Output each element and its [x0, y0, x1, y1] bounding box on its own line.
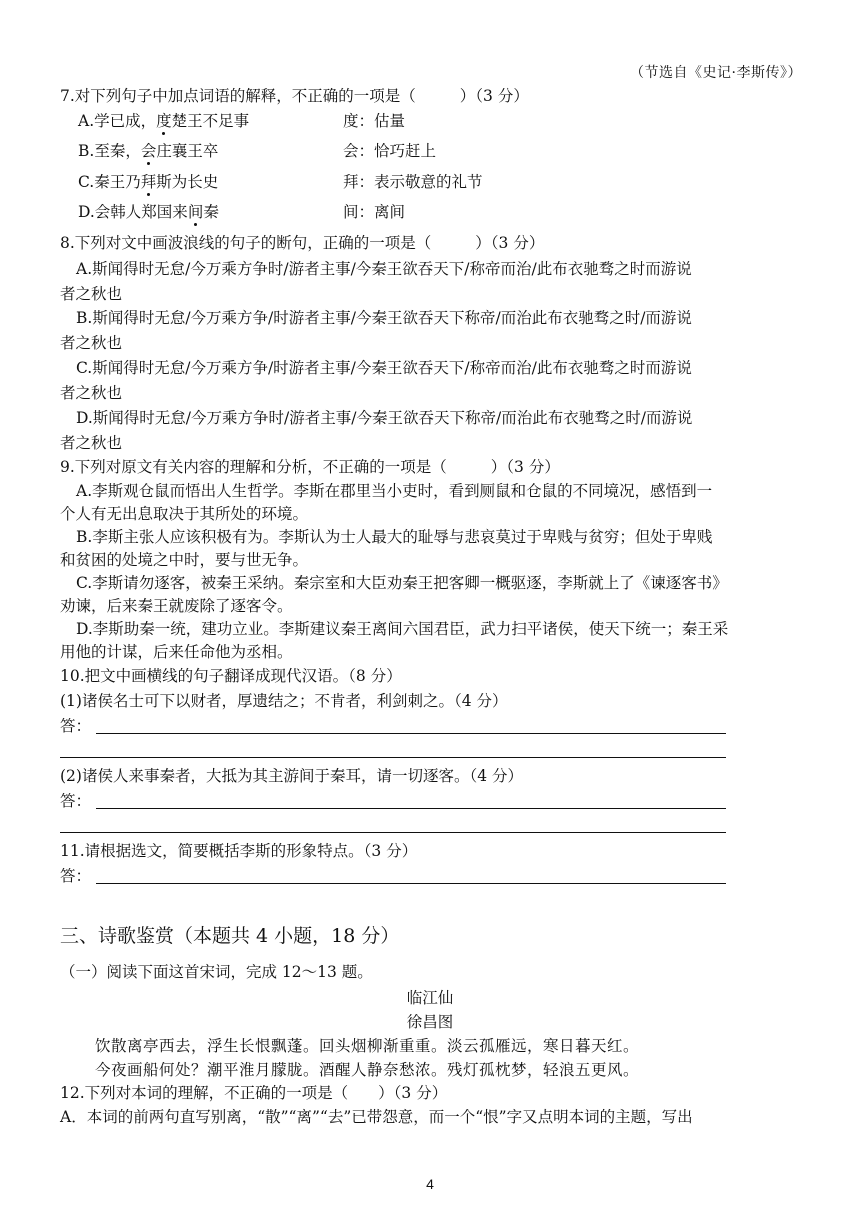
q9-option-a-cont: 个人有无出息取决于其所处的环境。 — [60, 505, 309, 523]
q8-option-c: C.斯闻得时无怠/今万乘方争/时游者主事/今秦王欲吞天下/称帝而治/此布衣驰骛之时而游说 — [76, 359, 692, 377]
answer-line[interactable] — [96, 808, 726, 809]
subsection-instruction: （一）阅读下面这首宋词，完成 12～13 题。 — [60, 963, 373, 981]
q7-option-d: D.会韩人郑国来间秦 — [78, 203, 219, 221]
q9-option-b-cont: 和贫困的处境之中时，要与世无争。 — [60, 551, 309, 569]
page-number: 4 — [426, 1176, 434, 1192]
poem-author: 徐昌图 — [406, 1013, 454, 1031]
q11-stem: 11.请根据选文，简要概括李斯的形象特点。（3 分） — [60, 842, 418, 860]
q7-stem: 7.对下列句子中加点词语的解释，不正确的一项是（ ）（3 分） — [60, 87, 529, 105]
answer-label: 答： — [60, 717, 92, 735]
q7-option-d-explain: 间：离间 — [343, 203, 406, 221]
q9-stem: 9.下列对原文有关内容的理解和分析，不正确的一项是（ ）（3 分） — [60, 458, 560, 476]
q8-option-d-cont: 者之秋也 — [60, 434, 123, 452]
q8-option-a-cont: 者之秋也 — [60, 285, 123, 303]
q9-option-d-cont: 用他的计谋，后来任命他为丞相。 — [60, 643, 293, 661]
q9-option-a: A.李斯观仓鼠而悟出人生哲学。李斯在郡里当小吏时，看到厕鼠和仓鼠的不同境况，感悟到一 — [76, 482, 713, 500]
q10-sentence-1: (1)诸侯名士可下以财者，厚遗结之；不肯者，利剑刺之。（4 分） — [60, 692, 508, 710]
poem-title: 临江仙 — [406, 989, 454, 1007]
q8-stem: 8.下列对文中画波浪线的句子的断句，正确的一项是（ ）（3 分） — [60, 234, 545, 252]
poem-line-1: 饮散离亭西去，浮生长恨飘蓬。回头烟柳渐重重。淡云孤雁远，寒日暮天红。 — [95, 1037, 640, 1055]
q12-stem: 12.下列对本词的理解，不正确的一项是（ ）（3 分） — [60, 1084, 448, 1102]
q7-option-b: B.至秦，会庄襄王卒 — [78, 142, 219, 160]
q7-option-c-explain: 拜：表示敬意的礼节 — [343, 173, 483, 191]
q7-option-a-explain: 度：估量 — [343, 112, 406, 130]
q7-option-a: A.学已成，度楚王不足事 — [78, 112, 250, 130]
q10-sentence-2: (2)诸侯人来事秦者，大抵为其主游间于秦耳，请一切逐客。（4 分） — [60, 767, 523, 785]
answer-line[interactable] — [60, 757, 726, 758]
answer-line[interactable] — [96, 883, 726, 884]
answer-line[interactable] — [60, 832, 726, 833]
source-citation: （节选自《史记·李斯传》） — [630, 65, 802, 81]
q8-option-d: D.斯闻得时无怠/今万乘方争时/游者主事/今秦王欲吞天下称帝/而治此布衣驰骛之时/而游说 — [76, 409, 693, 427]
q9-option-d: D.李斯助秦一统，建功立业。李斯建议秦王离间六国君臣，武力扫平诸侯，使天下统一；秦王采 — [76, 620, 729, 638]
q8-option-b-cont: 者之秋也 — [60, 334, 123, 352]
poem-line-2: 今夜画船何处？潮平淮月朦胧。酒醒人静奈愁浓。残灯孤枕梦，轻浪五更风。 — [95, 1061, 640, 1079]
q12-option-a: A．本词的前两句直写别离，“散”“离”“去”已带怨意，而一个“恨”字又点明本词的主题，写出 — [60, 1108, 693, 1126]
q9-option-c-cont: 劝谏，后来秦王就废除了逐客令。 — [60, 597, 293, 615]
q9-option-c: C.李斯请勿逐客，被秦王采纳。秦宗室和大臣劝秦王把客卿一概驱逐，李斯就上了《谏逐客书》 — [76, 574, 728, 592]
q10-stem: 10.把文中画横线的句子翻译成现代汉语。（8 分） — [60, 667, 402, 685]
q7-option-b-explain: 会：恰巧赶上 — [343, 142, 437, 160]
section-heading: 三、诗歌鉴赏（本题共 4 小题，18 分） — [60, 925, 400, 947]
q7-option-c: C.秦王乃拜斯为长史 — [78, 173, 219, 191]
q9-option-b: B.李斯主张人应该积极有为。李斯认为士人最大的耻辱与悲哀莫过于卑贱与贫穷；但处于卑贱 — [76, 528, 713, 546]
q8-option-b: B.斯闻得时无怠/今万乘方争/时游者主事/今秦王欲吞天下称帝/而治此布衣驰骛之时/而游说 — [76, 309, 692, 327]
answer-label: 答： — [60, 792, 92, 810]
answer-label: 答： — [60, 867, 92, 885]
q8-option-a: A.斯闻得时无怠/今万乘方争时/游者主事/今秦王欲吞天下/称帝而治/此布衣驰骛之时而游说 — [76, 260, 692, 278]
answer-line[interactable] — [96, 733, 726, 734]
q8-option-c-cont: 者之秋也 — [60, 384, 123, 402]
